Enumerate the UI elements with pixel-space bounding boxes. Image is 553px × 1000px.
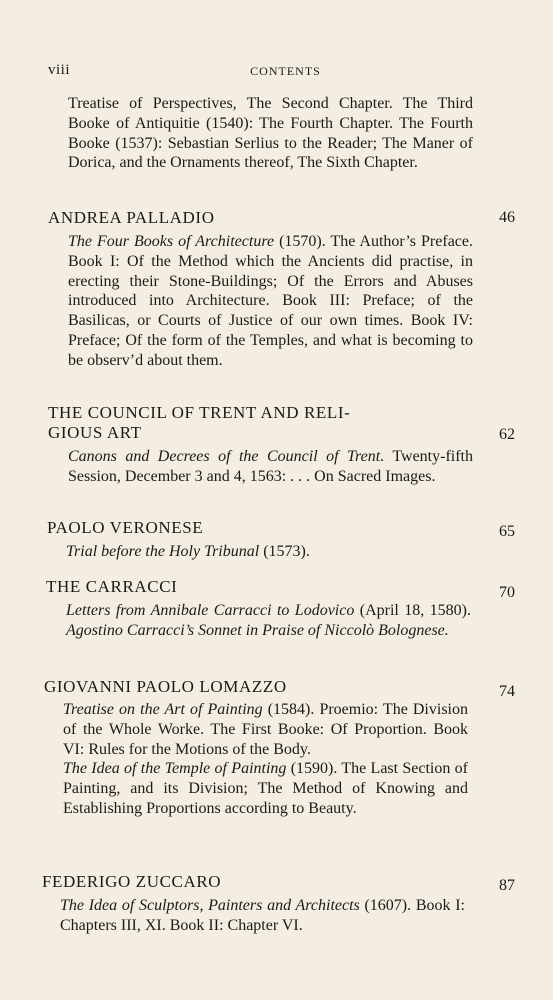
work-title: Canons and Decrees of the Council of Trent. [68, 448, 385, 465]
description-text: (April 18, 1580). [354, 602, 471, 619]
work-title-2: Agostino Carracci’s Sonnet in Praise of Niccolò Bolognese. [66, 621, 449, 639]
running-head [48, 62, 523, 84]
work-title: Trial before the Holy Tribunal [66, 543, 260, 560]
description-text: Treatise of Perspectives, The Second Chapter. The Third Booke of Antiquitie (1540): The Fourth Chapter. The Fourth Booke (1537): Sebastian Serlius to the Reader; The Maner of Dorica, and the Ornaments thereof, The Sixth Chapter. [68, 95, 473, 172]
entry-page-number: 46 [499, 209, 515, 226]
entry-page-number: 62 [499, 426, 515, 443]
entry-page-number: 87 [499, 877, 515, 894]
description-text: (1570). The Author’s Preface. Book I: Of the Method which the Ancients did practise, in erecting their Stone-Buildings; Of the Errors and Abuses introduced into Architecture. Book III: Preface; of the Basilicas, or Courts of Justice of our own times. Book IV: Preface; Of the form of the Temples, and what is becoming to be observ’d about them. [68, 233, 473, 369]
entry-heading-continued: GIOUS ART [48, 423, 142, 442]
entry-page-number: 65 [499, 523, 515, 540]
entry-heading: FEDERIGO ZUCCARO [42, 872, 222, 891]
description-text: Twenty-fifth Session, December 3 and 4, 1563: . . . On Sacred Images. [68, 448, 474, 485]
work-title: Letters from Annibale Carracci to Lodovico [66, 602, 355, 619]
entry-description [66, 601, 471, 641]
entry-description [68, 447, 473, 487]
entry-heading: THE COUNCIL OF TRENT AND RELI- [48, 403, 351, 422]
work-title: The Four Books of Architecture [68, 233, 275, 250]
entry-heading: ANDREA PALLADIO [48, 208, 215, 227]
entry-description [68, 94, 473, 173]
entry-page-number: 74 [499, 683, 515, 700]
work-title-2: The Idea of the Temple of Painting [63, 760, 287, 778]
running-head-title: CONTENTS [250, 64, 321, 78]
entry-heading: GIOVANNI PAOLO LOMAZZO [44, 677, 287, 696]
page-folio: viii [48, 62, 71, 78]
entry-page-number: 70 [499, 584, 515, 601]
work-title: Treatise on the Art of Painting [63, 701, 263, 718]
description-text: (1607). Book I: Chapters III, XI. Book II: Chapter VI. [60, 897, 465, 934]
entry-heading: THE CARRACCI [46, 577, 178, 596]
description-text: (1584). Proemio: The Division of the Whole Worke. The First Booke: Of Proportion. Book VI: Rules for the Motions of the Body. [63, 701, 468, 758]
description-text: (1573). [259, 543, 310, 560]
description-text-2: (1590). The Last Section of Painting, and its Division; The Method of Knowing and Establishing Proportions according to Beauty. [63, 760, 469, 817]
entry-description [68, 232, 473, 371]
entry-description [60, 896, 465, 936]
entry-description [63, 700, 468, 819]
entry-heading: PAOLO VERONESE [47, 518, 204, 537]
entry-description [66, 542, 471, 562]
work-title: The Idea of Sculptors, Painters and Architects [60, 897, 360, 914]
